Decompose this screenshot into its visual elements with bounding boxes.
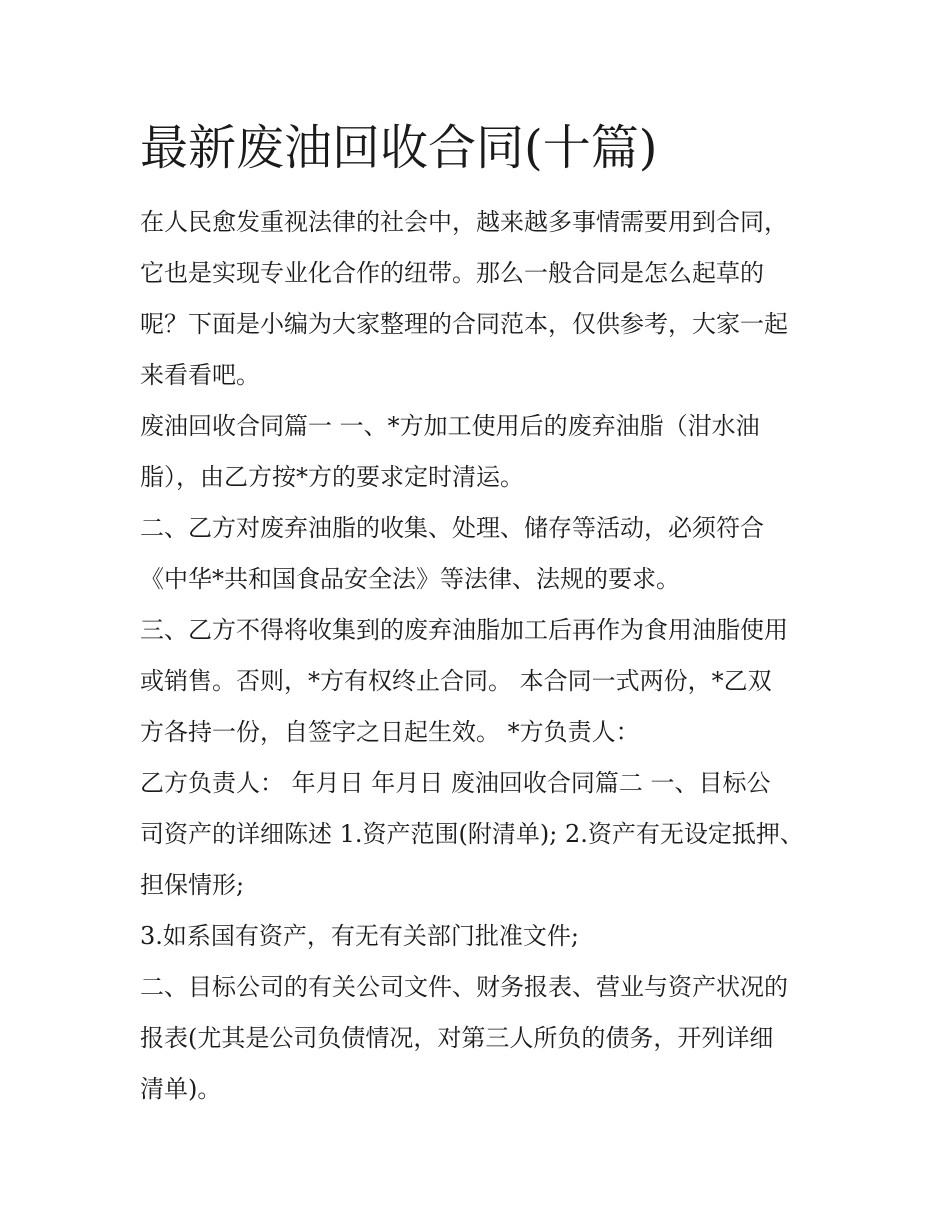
- paragraph-state-assets: [140, 911, 812, 962]
- paragraph-contract-two-clause-1: [140, 758, 812, 911]
- paragraph-line: 在人民愈发重视法律的社会中，越来越多事情需要用到合同，: [140, 208, 788, 236]
- paragraph-contract-one-clause-3: [140, 605, 812, 758]
- paragraph-line: 废油回收合同篇一 一、*方加工使用后的废弃油脂（泔水油: [140, 412, 760, 440]
- paragraph-line: 脂），由乙方按*方的要求定时清运。: [140, 463, 524, 491]
- document-title: 最新废油回收合同(十篇): [140, 120, 658, 176]
- paragraph-line: 方各持一份，自签字之日起生效。 *方负责人：: [140, 718, 640, 746]
- paragraph-contract-two-clause-2: [140, 962, 812, 1115]
- document-body: [140, 197, 812, 1115]
- paragraph-line: 乙方负责人： 年月日 年月日 废油回收合同篇二 一、目标公: [140, 769, 771, 797]
- paragraph-line: 报表(尤其是公司负债情况，对第三人所负的债务，开列详细: [140, 1024, 774, 1052]
- paragraph-line: 《中华*共和国食品安全法》等法律、法规的要求。: [140, 565, 680, 593]
- paragraph-contract-one-clause-2: [140, 503, 812, 605]
- paragraph-line: 清单)。: [140, 1075, 222, 1103]
- paragraph-line: 司资产的详细陈述 1.资产范围(附清单); 2.资产有无设定抵押、: [140, 820, 804, 848]
- paragraph-line: 二、乙方对废弃油脂的收集、处理、储存等活动，必须符合: [140, 514, 764, 542]
- paragraph-intro: [140, 197, 812, 401]
- paragraph-line: 二、目标公司的有关公司文件、财务报表、营业与资产状况的: [140, 973, 788, 1001]
- paragraph-line: 来看看吧。: [140, 361, 260, 389]
- paragraph-line: 三、乙方不得将收集到的废弃油脂加工后再作为食用油脂使用: [140, 616, 788, 644]
- paragraph-line: 3.如系国有资产，有无有关部门批准文件;: [140, 922, 579, 950]
- paragraph-line: 它也是实现专业化合作的纽带。那么一般合同是怎么起草的: [140, 259, 764, 287]
- paragraph-line: 或销售。否则，*方有权终止合同。 本合同一式两份，*乙双: [140, 667, 772, 695]
- paragraph-line: 呢？下面是小编为大家整理的合同范本，仅供参考，大家一起: [140, 310, 788, 338]
- paragraph-line: 担保情形;: [140, 871, 245, 899]
- paragraph-contract-one-clause-1: [140, 401, 812, 503]
